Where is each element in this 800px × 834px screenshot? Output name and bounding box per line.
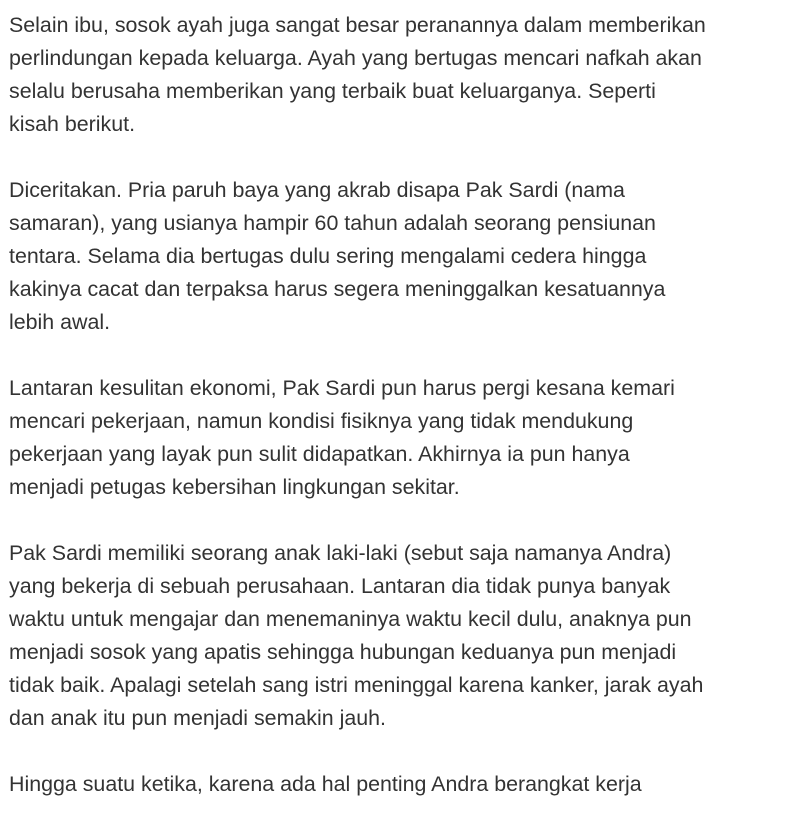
paragraph-line: tidak baik. Apalagi setelah sang istri meninggal karena kanker, jarak ayah [9,673,704,697]
paragraph-line: perlindungan kepada keluarga. Ayah yang bertugas mencari nafkah akan [9,46,702,70]
paragraph-1 [9,9,795,141]
paragraph-line: kakinya cacat dan terpaksa harus segera meninggalkan kesatuannya [9,277,666,301]
paragraph-line: selalu berusaha memberikan yang terbaik buat keluarganya. Seperti [9,79,656,103]
paragraph-line: menjadi sosok yang apatis sehingga hubungan keduanya pun menjadi [9,640,677,664]
paragraph-line: yang bekerja di sebuah perusahaan. Lantaran dia tidak punya banyak [9,574,671,598]
paragraph-line: kisah berikut. [9,112,136,136]
paragraph-line: Selain ibu, sosok ayah juga sangat besar peranannya dalam memberikan [9,13,706,37]
paragraph-line: Hingga suatu ketika, karena ada hal penting Andra berangkat kerja [9,772,642,796]
paragraph-2 [9,174,795,339]
paragraph-line: dan anak itu pun menjadi semakin jauh. [9,706,386,730]
paragraph-line: lebih awal. [9,310,111,334]
paragraph-line: waktu untuk mengajar dan menemaninya waktu kecil dulu, anaknya pun [9,607,692,631]
paragraph-5 [9,768,795,801]
paragraph-line: menjadi petugas kebersihan lingkungan sekitar. [9,475,460,499]
paragraph-line: Lantaran kesulitan ekonomi, Pak Sardi pun harus pergi kesana kemari [9,376,675,400]
paragraph-line: Pak Sardi memiliki seorang anak laki-laki (sebut saja namanya Andra) [9,541,672,565]
paragraph-4 [9,537,795,735]
paragraph-line: mencari pekerjaan, namun kondisi fisiknya yang tidak mendukung [9,409,634,433]
paragraph-line: pekerjaan yang layak pun sulit didapatkan. Akhirnya ia pun hanya [9,442,630,466]
paragraph-line: samaran), yang usianya hampir 60 tahun adalah seorang pensiunan [9,211,656,235]
paragraph-3 [9,372,795,504]
paragraph-line: tentara. Selama dia bertugas dulu sering mengalami cedera hingga [9,244,647,268]
article-body [9,9,795,834]
paragraph-line: Diceritakan. Pria paruh baya yang akrab disapa Pak Sardi (nama [9,178,625,202]
